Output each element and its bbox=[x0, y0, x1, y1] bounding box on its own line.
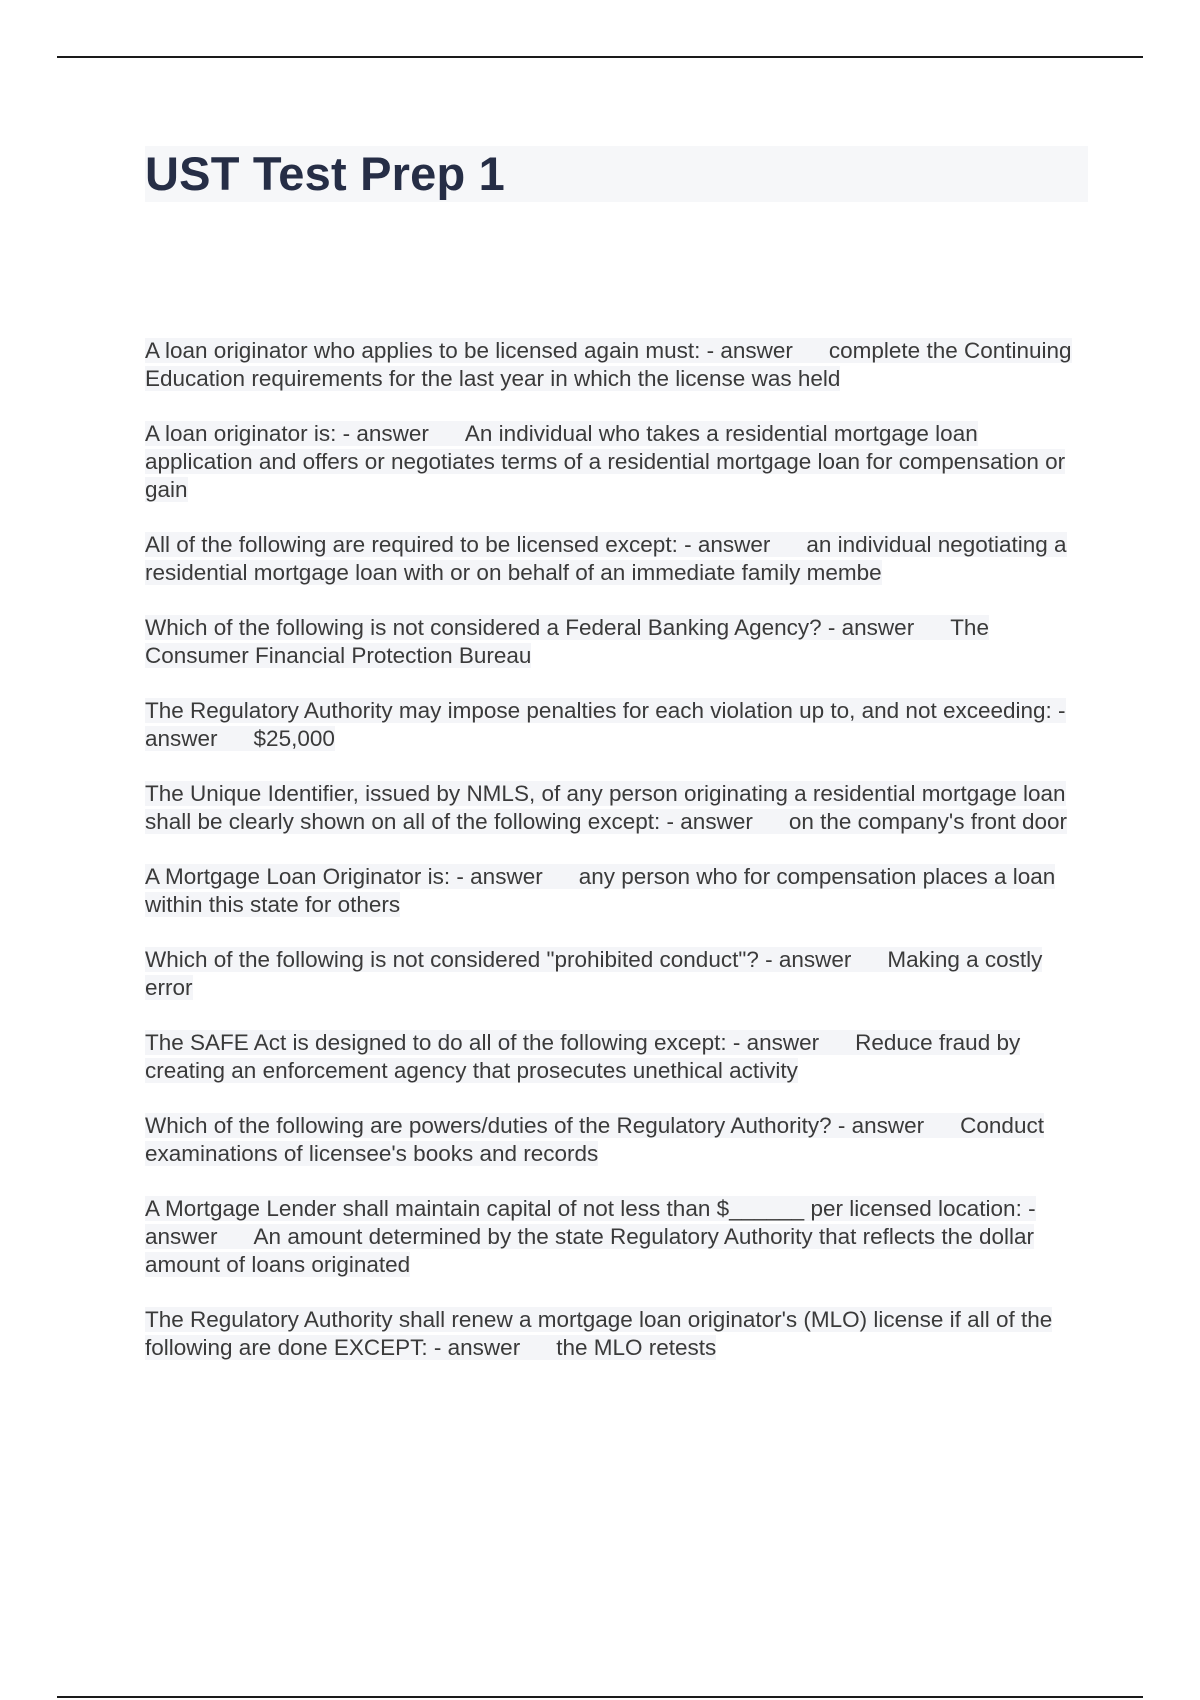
answer-text: Conduct examinations of licensee's books and records bbox=[145, 1113, 1044, 1166]
question-text: A loan originator who applies to be licensed again must: bbox=[145, 338, 701, 363]
answer-label: - answer bbox=[726, 1030, 820, 1055]
answer-label: - answer bbox=[336, 421, 429, 446]
answer-text: $25,000 bbox=[253, 726, 335, 751]
question-text: Which of the following is not considered "prohibited conduct"? bbox=[145, 947, 759, 972]
question-text: The Regulatory Authority may impose penalties for each violation up to, and not exceeding: bbox=[145, 698, 1052, 723]
answer-label: - answer bbox=[758, 947, 852, 972]
qa-item bbox=[145, 697, 1085, 753]
answer-label: - answer bbox=[700, 338, 793, 363]
answer-text: any person who for compensation places a loan within this state for others bbox=[145, 864, 1056, 917]
qa-item bbox=[145, 1306, 1085, 1362]
answer-label: - answer bbox=[450, 864, 543, 889]
answer-label: - answer bbox=[677, 532, 771, 557]
qa-item bbox=[145, 614, 1085, 670]
answer-text: An individual who takes a residential mortgage loan application and offers or negotiates terms of a residential mortgage loan for compensation or gain bbox=[145, 421, 1066, 502]
question-text: A Mortgage Lender shall maintain capital of not less than $______ per licensed location: bbox=[145, 1196, 1022, 1221]
answer-label: - answer bbox=[145, 698, 1066, 751]
qa-item bbox=[145, 1029, 1085, 1085]
question-text: All of the following are required to be licensed except: bbox=[145, 532, 678, 557]
answer-text: complete the Continuing Education requirements for the last year in which the license was held bbox=[145, 338, 1072, 391]
question-text: The Unique Identifier, issued by NMLS, of any person originating a residential mortgage loan shall be clearly shown on all of the following except: bbox=[145, 781, 1066, 834]
answer-text: An amount determined by the state Regulatory Authority that reflects the dollar amount of loans originated bbox=[145, 1224, 1034, 1277]
question-text: A Mortgage Loan Originator is: bbox=[145, 864, 451, 889]
question-text: A loan originator is: bbox=[145, 421, 337, 446]
answer-label: - answer bbox=[831, 1113, 925, 1138]
answer-text: The Consumer Financial Protection Bureau bbox=[145, 615, 989, 668]
qa-item bbox=[145, 420, 1085, 504]
qa-list bbox=[145, 337, 1085, 1389]
top-rule bbox=[57, 56, 1143, 58]
qa-item bbox=[145, 1112, 1085, 1168]
qa-item bbox=[145, 1195, 1085, 1279]
answer-label: - answer bbox=[427, 1335, 521, 1360]
question-text: The Regulatory Authority shall renew a mortgage loan originator's (MLO) license if all of the following are done EXCEPT: bbox=[145, 1307, 1053, 1360]
answer-label: - answer bbox=[821, 615, 915, 640]
answer-label: - answer bbox=[145, 1196, 1036, 1249]
answer-text: Reduce fraud by creating an enforcement agency that prosecutes unethical activity bbox=[145, 1030, 1021, 1083]
qa-item bbox=[145, 780, 1085, 836]
answer-text: an individual negotiating a residential mortgage loan with or on behalf of an immediate family membe bbox=[145, 532, 1067, 585]
question-text: Which of the following is not considered a Federal Banking Agency? bbox=[145, 615, 822, 640]
answer-text: the MLO retests bbox=[556, 1335, 717, 1360]
question-text: Which of the following are powers/duties of the Regulatory Authority? bbox=[145, 1113, 832, 1138]
answer-label: - answer bbox=[660, 809, 753, 834]
question-text: The SAFE Act is designed to do all of the following except: bbox=[145, 1030, 727, 1055]
qa-item bbox=[145, 337, 1085, 393]
answer-text: Making a costly error bbox=[145, 947, 1043, 1000]
qa-item bbox=[145, 863, 1085, 919]
page-title: UST Test Prep 1 bbox=[145, 147, 505, 200]
answer-text: on the company's front door bbox=[788, 809, 1068, 834]
bottom-rule bbox=[57, 1696, 1143, 1698]
qa-item bbox=[145, 946, 1085, 1002]
qa-item bbox=[145, 531, 1085, 587]
